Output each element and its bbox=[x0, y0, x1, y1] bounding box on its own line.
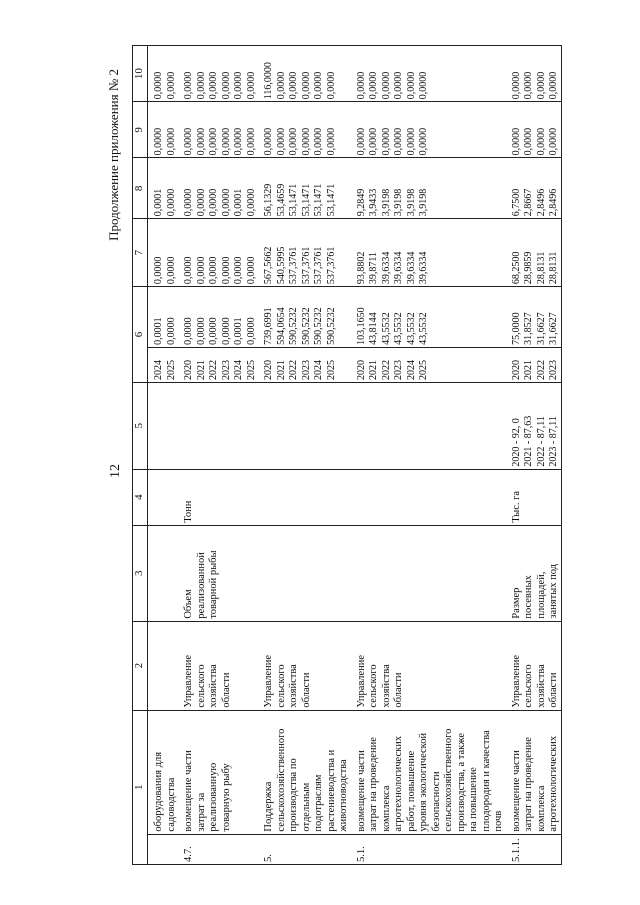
year-cell bbox=[351, 347, 506, 382]
row-number-cell bbox=[506, 834, 562, 864]
table-row bbox=[178, 45, 258, 864]
executor-cell bbox=[351, 621, 506, 710]
value-col8: 0,0000 bbox=[183, 188, 194, 216]
indicator-cell bbox=[351, 525, 506, 621]
unit-text: Тыс. га bbox=[510, 490, 522, 523]
value-col8: 53,4659 bbox=[275, 183, 287, 216]
unit-cell bbox=[506, 469, 562, 525]
table-row bbox=[148, 45, 179, 864]
indicator-line: посевных bbox=[523, 574, 534, 619]
row-name-line: животноводства bbox=[338, 758, 349, 832]
row-name-cell bbox=[351, 710, 506, 834]
year-value: 2025 bbox=[418, 359, 429, 380]
col-header-7: 7 bbox=[133, 218, 148, 286]
indicator-line: площадей, bbox=[535, 571, 547, 619]
value-col9: 0,0000 bbox=[405, 127, 417, 155]
value-col10: 0,0000 bbox=[245, 71, 257, 99]
unit-cell bbox=[178, 469, 258, 525]
year-value: 2020 bbox=[510, 359, 522, 380]
row-name-line: реализованную bbox=[208, 762, 219, 832]
value-col8: 2,8496 bbox=[548, 188, 559, 216]
year-value: 2022 bbox=[535, 359, 547, 380]
value-col9: 0,0000 bbox=[165, 127, 177, 155]
row-name-line: комплекса bbox=[380, 785, 392, 832]
value-col6: 0,0000 bbox=[195, 316, 207, 345]
value-col9: 0,0000 bbox=[523, 127, 534, 155]
executor-cell bbox=[178, 621, 258, 710]
row-number: 5.1.1. bbox=[510, 837, 522, 862]
year-value: 2024 bbox=[313, 359, 324, 380]
row-name-line: оборудования для bbox=[153, 751, 164, 832]
value-col8: 6,7500 bbox=[510, 188, 522, 216]
row-name-line: Поддержка bbox=[263, 781, 274, 832]
year-value: 2020 bbox=[183, 359, 194, 380]
extra-cell bbox=[178, 45, 258, 101]
value-col10: 0,0000 bbox=[313, 71, 324, 99]
row-name-cell bbox=[258, 710, 351, 834]
value-col8: 53,1471 bbox=[300, 183, 312, 216]
value-col10: 0,0000 bbox=[288, 71, 299, 99]
value-col9: 0,0000 bbox=[263, 127, 274, 155]
indicator-line: Размер bbox=[510, 587, 522, 619]
total-cell bbox=[506, 286, 562, 347]
row-number: 5. bbox=[263, 853, 274, 862]
year-value: 2025 bbox=[325, 359, 337, 380]
federal-cell bbox=[148, 218, 179, 286]
value-col9: 0,0000 bbox=[313, 127, 324, 155]
continuation-title: Продолжение приложения № 2 bbox=[106, 68, 121, 241]
local-cell bbox=[506, 101, 562, 157]
row-name-line: сельскохозяйственного bbox=[275, 728, 287, 832]
executor-line: области bbox=[300, 671, 312, 708]
value-col6: 43,5532 bbox=[418, 311, 429, 345]
executor-line: хозяйства bbox=[380, 663, 392, 708]
year-value: 2024 bbox=[233, 359, 244, 380]
value-col10: 0,0000 bbox=[325, 71, 337, 99]
base-value-line: 2022 - 87,11 bbox=[535, 415, 547, 467]
year-value: 2023 bbox=[393, 359, 404, 380]
value-col7: 567,5662 bbox=[263, 246, 274, 284]
local-cell bbox=[258, 101, 351, 157]
value-col10: 0,0000 bbox=[380, 71, 392, 99]
row-name-line: растениеводства и bbox=[325, 749, 337, 832]
row-number-cell bbox=[258, 834, 351, 864]
value-col7: 39,6334 bbox=[393, 251, 404, 284]
row-name-line: сельскохозяйственного bbox=[443, 728, 454, 832]
indicator-cell bbox=[178, 525, 258, 621]
federal-cell bbox=[178, 218, 258, 286]
federal-cell bbox=[351, 218, 506, 286]
year-value: 2022 bbox=[208, 359, 219, 380]
value-col10: 0,0000 bbox=[165, 71, 177, 99]
year-value: 2020 bbox=[355, 359, 367, 380]
base-value-cell bbox=[258, 382, 351, 469]
value-col7: 0,0000 bbox=[220, 256, 232, 284]
row-number-cell bbox=[148, 834, 179, 864]
executor-line: области bbox=[393, 671, 404, 708]
value-col6: 594,0654 bbox=[275, 306, 287, 345]
value-col10: 116,0000 bbox=[263, 61, 274, 99]
page-number: 12 bbox=[108, 463, 123, 478]
indicator-line: товарной рыбы bbox=[208, 549, 219, 619]
unit-cell bbox=[351, 469, 506, 525]
year-cell bbox=[178, 347, 258, 382]
value-col7: 537,3761 bbox=[325, 246, 337, 284]
regional-cell bbox=[506, 157, 562, 218]
value-col8: 3,9198 bbox=[393, 188, 404, 216]
value-col6: 0,0000 bbox=[208, 316, 219, 345]
value-col10: 0,0000 bbox=[195, 71, 207, 99]
value-col7: 537,3761 bbox=[288, 246, 299, 284]
value-col9: 0,0000 bbox=[510, 127, 522, 155]
base-value-line: 2021 - 87,63 bbox=[523, 415, 534, 467]
row-name-line: товарную рыбу bbox=[220, 762, 232, 832]
value-col8: 2,8667 bbox=[523, 188, 534, 216]
base-value-cell bbox=[351, 382, 506, 469]
base-value-cell bbox=[148, 382, 179, 469]
executor-line: хозяйства bbox=[288, 663, 299, 708]
regional-cell bbox=[148, 157, 179, 218]
value-col6: 43,5532 bbox=[405, 311, 417, 345]
value-col6: 31,6627 bbox=[535, 311, 547, 345]
unit-cell bbox=[148, 469, 179, 525]
value-col9: 0,0000 bbox=[535, 127, 547, 155]
year-value: 2023 bbox=[300, 359, 312, 380]
value-col9: 0,0000 bbox=[380, 127, 392, 155]
executor-line: сельского bbox=[368, 663, 379, 708]
value-col8: 9,2849 bbox=[355, 188, 367, 216]
year-value: 2021 bbox=[275, 359, 287, 380]
value-col9: 0,0000 bbox=[233, 127, 244, 155]
value-col10: 0,0000 bbox=[510, 71, 522, 99]
row-name-line: затрат за bbox=[195, 792, 207, 832]
year-value: 2025 bbox=[165, 359, 177, 380]
value-col10: 0,0000 bbox=[418, 71, 429, 99]
col-header-4: 4 bbox=[133, 469, 148, 525]
value-col9: 0,0000 bbox=[153, 127, 164, 155]
value-col8: 53,1471 bbox=[288, 183, 299, 216]
local-cell bbox=[178, 101, 258, 157]
row-name-line: уровня экологической bbox=[418, 732, 429, 832]
value-col9: 0,0000 bbox=[325, 127, 337, 155]
unit-cell bbox=[258, 469, 351, 525]
extra-cell bbox=[506, 45, 562, 101]
row-name-cell bbox=[178, 710, 258, 834]
value-col9: 0,0000 bbox=[368, 127, 379, 155]
regional-cell bbox=[178, 157, 258, 218]
extra-cell bbox=[351, 45, 506, 101]
base-value-cell bbox=[178, 382, 258, 469]
value-col6: 590,5232 bbox=[288, 306, 299, 345]
row-name-line: возмещение части bbox=[510, 749, 522, 832]
value-col10: 0,0000 bbox=[300, 71, 312, 99]
executor-line: Управление bbox=[263, 654, 274, 708]
row-name-line: возмещение части bbox=[355, 749, 367, 832]
table-row bbox=[506, 45, 562, 864]
value-col8: 0,0001 bbox=[233, 188, 244, 216]
value-col6: 31,8527 bbox=[523, 311, 534, 345]
value-col7: 28,8131 bbox=[548, 251, 559, 284]
year-cell bbox=[506, 347, 562, 382]
row-name-line: плодородия и качества bbox=[480, 729, 492, 832]
value-col7: 537,3761 bbox=[300, 246, 312, 284]
value-col6: 31,6627 bbox=[548, 311, 559, 345]
value-col8: 53,1471 bbox=[325, 183, 337, 216]
value-col9: 0,0000 bbox=[183, 127, 194, 155]
col-header-9: 9 bbox=[133, 101, 148, 157]
value-col7: 0,0000 bbox=[233, 256, 244, 284]
total-cell bbox=[258, 286, 351, 347]
row-name-line: работ, повышение bbox=[405, 750, 417, 832]
value-col8: 2,8496 bbox=[535, 188, 547, 216]
row-name-line: затрат на проведение bbox=[368, 736, 379, 832]
value-col6: 75,0000 bbox=[510, 311, 522, 345]
row-name-line: безопасности bbox=[430, 770, 442, 832]
value-col9: 0,0000 bbox=[208, 127, 219, 155]
year-value: 2021 bbox=[368, 359, 379, 380]
regional-cell bbox=[258, 157, 351, 218]
column-number-row bbox=[133, 45, 148, 864]
executor-cell bbox=[148, 621, 179, 710]
row-name-line: садоводства bbox=[165, 777, 177, 832]
indicator-line: реализованной bbox=[195, 551, 207, 619]
value-col8: 0,0000 bbox=[165, 188, 177, 216]
value-col8: 0,0000 bbox=[245, 188, 257, 216]
value-col8: 3,9433 bbox=[368, 188, 379, 216]
row-number: 5.1. bbox=[355, 845, 367, 862]
row-number-cell bbox=[351, 834, 506, 864]
value-col10: 0,0000 bbox=[183, 71, 194, 99]
value-col8: 0,0000 bbox=[208, 188, 219, 216]
value-col7: 39,6334 bbox=[418, 251, 429, 284]
executor-line: хозяйства bbox=[535, 663, 547, 708]
value-col10: 0,0000 bbox=[233, 71, 244, 99]
federal-cell bbox=[506, 218, 562, 286]
value-col9: 0,0000 bbox=[275, 127, 287, 155]
indicator-line: Объем bbox=[183, 588, 194, 619]
row-name-line: затрат на проведение bbox=[523, 736, 534, 832]
value-col9: 0,0000 bbox=[418, 127, 429, 155]
value-col6: 0,0000 bbox=[183, 316, 194, 345]
value-col10: 0,0000 bbox=[393, 71, 404, 99]
value-col7: 0,0000 bbox=[245, 256, 257, 284]
value-col10: 0,0000 bbox=[208, 71, 219, 99]
row-name-line: агротехнологических bbox=[393, 735, 404, 832]
total-cell bbox=[178, 286, 258, 347]
value-col7: 0,0000 bbox=[165, 256, 177, 284]
value-col9: 0,0000 bbox=[245, 127, 257, 155]
value-col7: 537,3761 bbox=[313, 246, 324, 284]
value-col7: 0,0000 bbox=[208, 256, 219, 284]
executor-line: Управление bbox=[183, 654, 194, 708]
col-header-1: 1 bbox=[133, 710, 148, 864]
indicator-cell bbox=[506, 525, 562, 621]
table-row bbox=[258, 45, 351, 864]
base-value-line: 2020 - 92, 0 bbox=[510, 417, 522, 467]
value-col8: 0,0000 bbox=[220, 188, 232, 216]
year-value: 2023 bbox=[220, 359, 232, 380]
row-name-line: производства по bbox=[288, 757, 299, 832]
extra-cell bbox=[148, 45, 179, 101]
value-col6: 590,5232 bbox=[313, 306, 324, 345]
value-col7: 93,8802 bbox=[355, 251, 367, 284]
col-header-10: 10 bbox=[133, 45, 148, 101]
value-col8: 3,9198 bbox=[418, 188, 429, 216]
indicator-cell bbox=[258, 525, 351, 621]
row-name-cell bbox=[148, 710, 179, 834]
value-col6: 43,8144 bbox=[368, 311, 379, 345]
value-col10: 0,0000 bbox=[368, 71, 379, 99]
value-col9: 0,0000 bbox=[548, 127, 559, 155]
value-col7: 0,0000 bbox=[153, 256, 164, 284]
value-col6: 103,1650 bbox=[355, 306, 367, 345]
value-col10: 0,0000 bbox=[275, 71, 287, 99]
executor-cell bbox=[506, 621, 562, 710]
value-col9: 0,0000 bbox=[355, 127, 367, 155]
year-value: 2024 bbox=[153, 359, 164, 380]
row-name-line: возмещение части bbox=[183, 749, 194, 832]
value-col6: 0,0000 bbox=[220, 316, 232, 345]
executor-line: хозяйства bbox=[208, 663, 219, 708]
value-col6: 0,0000 bbox=[245, 316, 257, 345]
value-col7: 39,8711 bbox=[368, 251, 379, 284]
col-header-5: 5 bbox=[133, 382, 148, 469]
value-col9: 0,0000 bbox=[300, 127, 312, 155]
col-header-8: 8 bbox=[133, 157, 148, 218]
value-col7: 68,2500 bbox=[510, 251, 522, 284]
value-col8: 3,9198 bbox=[405, 188, 417, 216]
row-name-line: комплекса bbox=[535, 785, 547, 832]
row-number-cell bbox=[178, 834, 258, 864]
value-col6: 0,0000 bbox=[165, 316, 177, 345]
value-col6: 43,5532 bbox=[380, 311, 392, 345]
value-col7: 39,6334 bbox=[405, 251, 417, 284]
value-col8: 0,0001 bbox=[153, 188, 164, 216]
value-col7: 0,0000 bbox=[195, 256, 207, 284]
year-value: 2021 bbox=[523, 359, 534, 380]
value-col10: 0,0000 bbox=[535, 71, 547, 99]
value-col10: 0,0000 bbox=[405, 71, 417, 99]
value-col6: 0,0001 bbox=[153, 316, 164, 345]
value-col9: 0,0000 bbox=[288, 127, 299, 155]
value-col8: 56,1329 bbox=[263, 183, 274, 216]
value-col6: 739,6991 bbox=[263, 306, 274, 345]
indicator-cell bbox=[148, 525, 179, 621]
value-col8: 3,9198 bbox=[380, 188, 392, 216]
year-value: 2024 bbox=[405, 359, 417, 380]
federal-cell bbox=[258, 218, 351, 286]
total-cell bbox=[148, 286, 179, 347]
total-cell bbox=[351, 286, 506, 347]
row-name-line: подотраслям bbox=[313, 774, 324, 832]
value-col7: 39,6334 bbox=[380, 251, 392, 284]
executor-line: Управление bbox=[510, 654, 522, 708]
base-value-cell bbox=[506, 382, 562, 469]
row-name-line: агротехнологических bbox=[548, 735, 559, 832]
value-col9: 0,0000 bbox=[393, 127, 404, 155]
year-value: 2021 bbox=[195, 359, 207, 380]
col-header-3: 3 bbox=[133, 525, 148, 621]
row-name-line: почв bbox=[493, 810, 504, 832]
value-col10: 0,0000 bbox=[220, 71, 232, 99]
row-name-line: на повышение bbox=[468, 766, 479, 832]
value-col10: 0,0000 bbox=[355, 71, 367, 99]
value-col8: 53,1471 bbox=[313, 183, 324, 216]
executor-line: сельского bbox=[275, 663, 287, 708]
row-name-line: отдельным bbox=[300, 782, 312, 832]
year-cell bbox=[258, 347, 351, 382]
executor-line: области bbox=[220, 671, 232, 708]
row-name-line: производства, а также bbox=[455, 732, 467, 832]
value-col7: 28,8131 bbox=[535, 251, 547, 284]
executor-line: Управление bbox=[355, 654, 367, 708]
executor-line: сельского bbox=[195, 663, 207, 708]
executor-line: области bbox=[548, 671, 559, 708]
year-cell bbox=[148, 347, 179, 382]
value-col7: 0,0000 bbox=[183, 256, 194, 284]
executor-line: сельского bbox=[523, 663, 534, 708]
year-value: 2023 bbox=[548, 359, 559, 380]
executor-cell bbox=[258, 621, 351, 710]
year-value: 2022 bbox=[380, 359, 392, 380]
col-header-6: 6 bbox=[133, 286, 148, 382]
regional-cell bbox=[351, 157, 506, 218]
value-col10: 0,0000 bbox=[153, 71, 164, 99]
appendix-table bbox=[132, 45, 562, 865]
value-col10: 0,0000 bbox=[523, 71, 534, 99]
year-value: 2025 bbox=[245, 359, 257, 380]
value-col6: 43,5532 bbox=[393, 311, 404, 345]
row-number: 4.7. bbox=[183, 845, 194, 862]
year-value: 2020 bbox=[263, 359, 274, 380]
value-col8: 0,0000 bbox=[195, 188, 207, 216]
local-cell bbox=[351, 101, 506, 157]
value-col6: 0,0001 bbox=[233, 316, 244, 345]
local-cell bbox=[148, 101, 179, 157]
col-header-2: 2 bbox=[133, 621, 148, 710]
unit-text: Тонн bbox=[183, 500, 194, 523]
value-col9: 0,0000 bbox=[195, 127, 207, 155]
rotated-document-page bbox=[20, 33, 620, 873]
value-col7: 540,5995 bbox=[275, 246, 287, 284]
value-col7: 28,9859 bbox=[523, 251, 534, 284]
value-col6: 590,5232 bbox=[300, 306, 312, 345]
value-col10: 0,0000 bbox=[548, 71, 559, 99]
indicator-line: занятых под bbox=[548, 563, 559, 619]
base-value-line: 2023 - 87,11 bbox=[548, 415, 559, 467]
row-name-cell bbox=[506, 710, 562, 834]
extra-cell bbox=[258, 45, 351, 101]
table-row bbox=[351, 45, 506, 864]
value-col9: 0,0000 bbox=[220, 127, 232, 155]
year-value: 2022 bbox=[288, 359, 299, 380]
value-col6: 590,5232 bbox=[325, 306, 337, 345]
